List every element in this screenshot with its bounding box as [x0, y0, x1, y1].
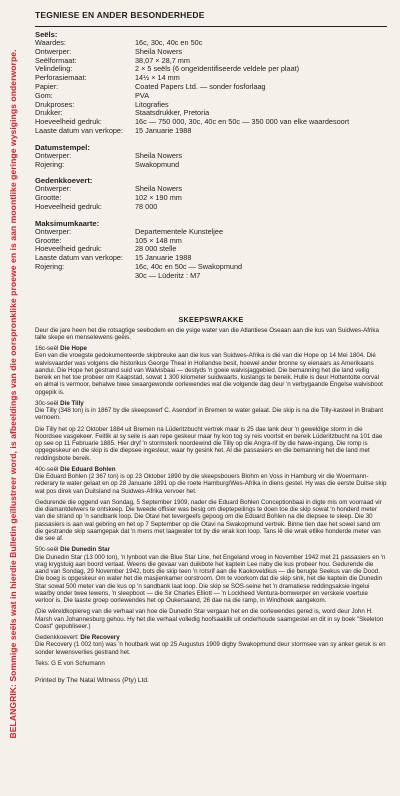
spec-value: 78 000	[135, 201, 158, 211]
spec-value: Sheila Nowers	[135, 150, 183, 160]
spec-label: Ontwerper:	[35, 46, 72, 56]
section-title: Maksimumkaarte:	[35, 218, 100, 228]
header-title: TEGNIESE EN ANDER BESONDERHEDE	[35, 10, 205, 20]
spec-label: Velindeling:	[35, 64, 73, 74]
article-paragraph	[35, 499, 387, 543]
paragraph-text: (Die wêreldkopiereg van die verhaal van hoe die Dunedin Star vergaan het en die oorlewendes gered is, word deur John H. Marsh van Johannesburg gehou. Hy het die verhaal volledig hoofsaaklik uit onderhoude saamgestel en dit in sy boek "Skeleton Coast" gepubliseer.)	[35, 608, 384, 630]
content-column	[35, 10, 387, 684]
paragraph-text: Een van die vroegste gedokumenteerde skipbreuke aan die kus van Suidwes-Afrika is dié van die Hope op 14 Mei 1804. Dié walvisvaarder was volgens die historikus George Theal in Hollandse besit, hoewel ander bronne sy eienaars as Amerikaans aandui. Die Hope het gestrand suid van Walvisbaai — destyds 'n goeie walvisjaggebied. Die bemanning het die land veilig bereik en het toe probeer om Kaapstad, sowat 1 300 kilometer suidwaarts, kuslangs te bereik. Hulle is deur Hottentotte oorval en almal is vermoor, behalwe twee swaargewonde oorlewendes wat die volgende dag deur 'n verbygaande Engelse walvisboot opgepik is.	[35, 352, 383, 396]
spec-value: Departementele Kunsteljee	[135, 226, 224, 236]
spec-label: Laaste datum van verkope:	[35, 125, 124, 135]
paragraph-label: 16c-seël	[35, 345, 59, 353]
paragraph-title: Die Dunedin Star	[60, 546, 110, 554]
paragraph-text: Die Tilly (348 ton) is in 1867 by die skeepswerf C. Asendorf in Bremen te water gelaat. Die skip is na die Tilly-kasteel in Brabant vernoem.	[35, 407, 384, 422]
paragraph-label: Gedenkkoevert:	[35, 634, 79, 642]
section-title: Gedenkkoevert:	[35, 176, 93, 186]
spec-label: Seëlformaat:	[35, 55, 77, 65]
paragraph-text: Die Eduard Bohlen (2 367 ton) is op 23 Oktober 1890 by die skeepsbouers Blohm en Voss in Hamburg vir die Woermann-rederary te water gelaat en op 28 Januarie 1891 op die roete Hamburg/Wes-Afrika in diens gestel. Hy was die eerste Duitse skip wat pos direk van Duitsland na Suidwes-Afrika vervoer het.	[35, 473, 387, 495]
spec-label: Drukproses:	[35, 99, 75, 109]
paragraph-text: Die Tilly het op 22 Oktober 1884 uit Bremen na Lüderitzbucht vertrek maar is 25 dae lank deur 'n geweldige storm in die Noordsee vasgekeer. Feitlik al sy seile is aan repe geskeur maar hy kon tog sy reis voortsit en bereik Lüderitzbucht na 101 dae op see op 11 Februarie 1885. Hier dryf 'n stormsterk noordewind die Tilly op die Angra-rif by die hawe-ingang. Die romp is opgegeskeur en die skip is die diepsee ingesleur, waar hy gesink het. Al die passasiers en die bemanning het die land met reddingsbote bereik.	[35, 425, 383, 462]
paragraph-text: Teks: G E von Schumann	[35, 659, 105, 667]
spec-label: Perforasiemaat:	[35, 73, 87, 83]
paragraph-label: 50c-seël	[35, 546, 59, 554]
side-notice-text: BELANGRIK: Sommige seëls wat in hierdie Bulletin geïllustreer word, is afbeeldings van die oorspronklike proewe en is aan moontlike geringe wysigings onderworpe.	[8, 49, 18, 739]
spec-value: 28 000 stelle	[135, 244, 177, 254]
spec-label	[35, 272, 135, 281]
paragraph-label: 40c-seël	[35, 465, 59, 473]
paragraph-label: 30c-seël	[35, 399, 59, 407]
spec-label: Ontwerper:	[35, 150, 72, 160]
spec-value: 15 Januarie 1988	[135, 253, 192, 263]
spec-label: Ontwerper:	[35, 184, 72, 194]
spec-label: Drukker:	[35, 108, 63, 118]
paragraph-text: Die Recovery (1 002 ton) was 'n houtbark wat op 25 Augustus 1909 digby Swakopmund deur stormsee van sy anker geruk is en sonder lewensverlies gestrand het.	[35, 641, 386, 656]
paragraph-title: Die Recovery	[80, 634, 120, 642]
article-paragraph	[35, 400, 387, 422]
spec-label: Rojering:	[35, 159, 65, 169]
spec-label: Gom:	[35, 90, 53, 100]
spec-value: 14½ × 14 mm	[135, 73, 180, 83]
spec-value: Coated Papers Ltd. — sonder fosforlaag	[135, 81, 266, 91]
paragraph-text: Gedurende die oggend van Sondag, 5 September 1909, nader die Eduard Bohlen Conceptionbaai in digte mis om voorraad vir die diamantdelwers te ontskeep. Die tweede offisier was besig om dieptepeilings te doen toe die skip sowat 'n honderd meter van die strand op 'n sandbank loop. Die Otavi het tevergeefs gepoog om die Eduard Bohlen na die diepsee te sleep. Die 30 passasiers is aan wal gebring en het op 7 September op die Otavi na Swakopmund vertrek. Binne tien dae het sowel sand om die gestrande skip saamgepak dat 'n mens met laagwater tot by die wrak kon loop. Tans lê die wrak etlike honderde meter van die see af.	[35, 498, 382, 543]
spec-value: 30c — Lüderitz : M7	[135, 270, 201, 280]
article-title: SKEEPSWRAKKE	[178, 314, 244, 324]
spec-label: Grootte:	[35, 193, 62, 203]
article-intro: Deur die jare heen het die rotsagtige seebodem en die ysige water van die Atlantiese Oseaan aan die kus van Suidwes-Afrika talle skepe en menselewens geëis.	[35, 326, 379, 341]
spec-value: 38,07 × 28,7 mm	[135, 55, 190, 65]
spec-value: 102 × 190 mm	[135, 193, 182, 203]
spec-value: Sheila Nowers	[135, 46, 183, 56]
printer-credit: Printed by The Natal Witness (Pty) Ltd.	[35, 677, 149, 685]
spec-label: Ontwerper:	[35, 226, 72, 236]
article-paragraph	[35, 608, 387, 630]
spec-label: Laaste datum van verkope:	[35, 253, 124, 263]
paragraph-title: Die Eduard Bohlen	[60, 465, 116, 473]
spec-label: Papier:	[35, 81, 59, 91]
technical-details	[35, 30, 387, 281]
spec-value: Sheila Nowers	[135, 184, 183, 194]
article-paragraph	[35, 634, 387, 656]
spec-value: Staatsdrukker, Pretoria	[135, 108, 210, 118]
header-rule	[35, 26, 387, 27]
spec-list	[35, 185, 387, 211]
article-paragraph	[35, 345, 387, 396]
spec-value: PVA	[135, 90, 150, 100]
article-paragraph	[35, 546, 387, 604]
spec-value: 15 Januarie 1988	[135, 125, 192, 135]
spec-label: Rojering:	[35, 261, 65, 271]
spec-value: 16c — 750 000, 30c, 40c en 50c — 350 000 van elke waardesoort	[135, 117, 350, 127]
spec-value: 16c, 40c en 50c — Swakopmund	[135, 261, 243, 271]
paragraph-text: Die Dunedin Star (13 000 ton), 'n lynboot van die Blue Star Line, het Engeland vroeg in November 1942 met 21 passasiers en 'n vrag krygstuig aan boord verlaat. Weens die gevaar van duikbote het kaptein Lee naby die kus probeer hou. Gedurende die aand van Sondag, 29 November 1942, bots die skip teen 'n rotsrif aan die Kaokoveldkus — die berugte Seekus van die Dood. Die boeg is opgeskeur en water het die masjienkamer oorstroom. Om te voorkom dat die skip sink, het die kaptein die Dunedin Star sowat 500 meter van die kus op 'n sandbank laat loop. Die skip se SOS-seine het 'n dramatiese reddingsaksie ingelui waarby onder twee lewens, 'n sleepboot — die Sir Charles Elliott — 'n Lockheed Ventura-bomwerper en verskeie voertuie verloor is. Die laaste groep oorlewendes het op Oukersaand, 26 dae na die ramp, in Windhoek aangekom.	[35, 553, 386, 605]
paragraph-title: Die Hope	[60, 345, 87, 353]
section-title: Seëls:	[35, 30, 58, 39]
spec-value: 16c, 30c, 40c en 50c	[135, 38, 203, 47]
article-paragraph	[35, 660, 387, 667]
side-notice	[3, 20, 23, 768]
article-body	[35, 345, 387, 667]
section-title: Datumstempel:	[35, 142, 90, 152]
spec-label: Waardes:	[35, 38, 66, 47]
spec-value: Swakopmund	[135, 159, 180, 169]
spec-label: Hoeveelheid gedruk:	[35, 117, 102, 127]
spec-list	[35, 152, 387, 170]
spec-label: Grootte:	[35, 235, 62, 245]
spec-list	[35, 228, 387, 281]
article-paragraph	[35, 426, 387, 462]
spec-list	[35, 39, 387, 136]
spec-label: Hoeveelheid gedruk:	[35, 244, 102, 254]
spec-value: Litografies	[135, 99, 169, 109]
paragraph-title: Die Tilly	[60, 399, 84, 407]
spec-value: 2 × 5 seëls (6 ongeïdentifiseerde veldele per plaat)	[135, 64, 300, 74]
article-paragraph	[35, 466, 387, 495]
spec-value: 105 × 148 mm	[135, 235, 182, 245]
spec-label: Hoeveelheid gedruk:	[35, 201, 102, 211]
